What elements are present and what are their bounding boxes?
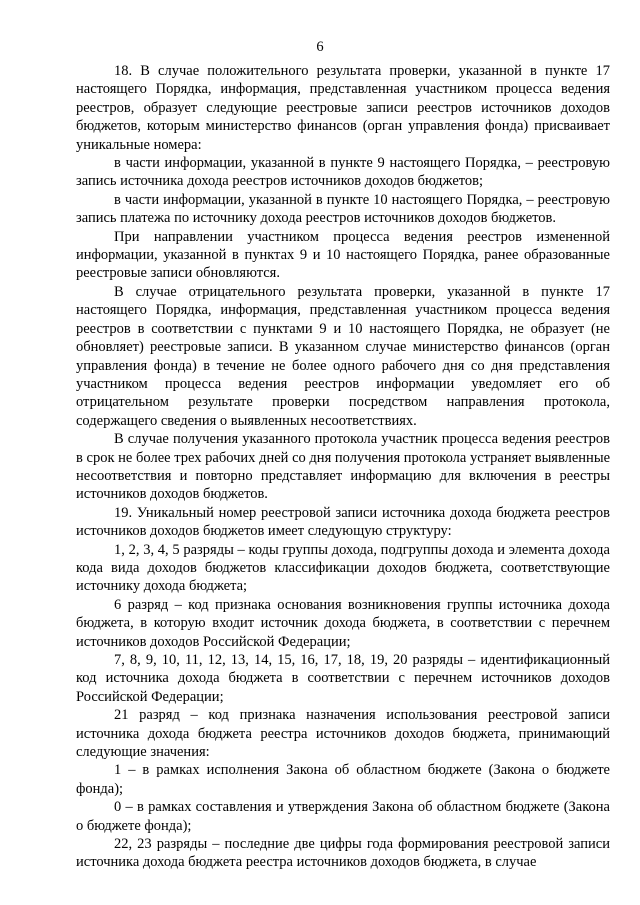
paragraph-digits-7-20: 7, 8, 9, 10, 11, 12, 13, 14, 15, 16, 17, 18, 19, 20 разряды – идентификационный код источника дохода бюджета в соответствии с перечнем источников доходов Российской Федерации; — [76, 652, 610, 705]
paragraph-18-intro: 18. В случае положительного результата проверки, указанной в пункте 17 настоящего Порядка, информация, представленная участником процесса ведения реестров, образует следующие реестровые записи реестров источников доходов бюджетов, которым министерство финансов (орган управления фонда) присваивает уникальные номера: — [76, 63, 610, 153]
paragraph-digit-6: 6 разряд – код признака основания возникновения группы источника дохода бюджета, в которую входит источник дохода бюджета, в соответствии с перечнем источников доходов Российской Федерации; — [76, 596, 610, 650]
document-body — [76, 62, 610, 872]
paragraph-item-9: в части информации, указанной в пункте 9 настоящего Порядка, – реестровую запись источника дохода реестров источников доходов бюджетов; — [76, 155, 610, 190]
paragraph-protocol-received: В случае получения указанного протокола участник процесса ведения реестров в срок не более трех рабочих дней со дня получения протокола устраняет выявленные несоответствия и повторно представляет информацию для включения в реестры источников доходов бюджетов. — [76, 431, 610, 503]
paragraph-value-0: 0 – в рамках составления и утверждения Закона об областном бюджете (Закона о бюджете фонда); — [76, 799, 610, 834]
paragraph-item-10: в части информации, указанной в пункте 10 настоящего Порядка, – реестровую запись платежа по источнику дохода реестров источников доходов бюджетов. — [76, 191, 610, 227]
paragraph-value-1: 1 – в рамках исполнения Закона об областном бюджете (Закона о бюджете фонда); — [76, 762, 610, 797]
paragraph-digits-22-23: 22, 23 разряды – последние две цифры года формирования реестровой записи источника дохода бюджета реестра источников доходов бюджета, в случае — [76, 836, 610, 871]
paragraph-digit-21: 21 разряд – код признака назначения использования реестровой записи источника дохода бюджета реестра источников доходов бюджета, принимающий следующие значения: — [76, 707, 610, 761]
paragraph-19-structure: 19. Уникальный номер реестровой записи источника дохода бюджета реестров источников доходов бюджетов имеет следующую структуру: — [76, 504, 610, 540]
paragraph-updated-info: При направлении участником процесса ведения реестров измененной информации, указанной в пунктах 9 и 10 настоящего Порядка, ранее образованные реестровые записи обновляются. — [76, 228, 610, 282]
page-number: 6 — [316, 39, 324, 55]
paragraph-negative-result: В случае отрицательного результата проверки, указанной в пункте 17 настоящего Порядка, информация, представленная участником процесса ведения реестров в соответствии с пунктами 9 и 10 настоящего Порядка, не образует (не обновляет) реестровые записи. В указанном случае министерство финансов (орган управления фонда) в течение не более одного рабочего дня со дня представления участником процесса ведения реестров информации уведомляет его об отрицательном результате проверки посредством направления протокола, содержащего сведения о выявленных несоответствиях. — [76, 283, 610, 429]
paragraph-digits-1-5: 1, 2, 3, 4, 5 разряды – коды группы дохода, подгруппы дохода и элемента дохода кода вида доходов бюджетов классификации доходов бюджета, соответствующие источнику дохода бюджета; — [76, 541, 610, 595]
